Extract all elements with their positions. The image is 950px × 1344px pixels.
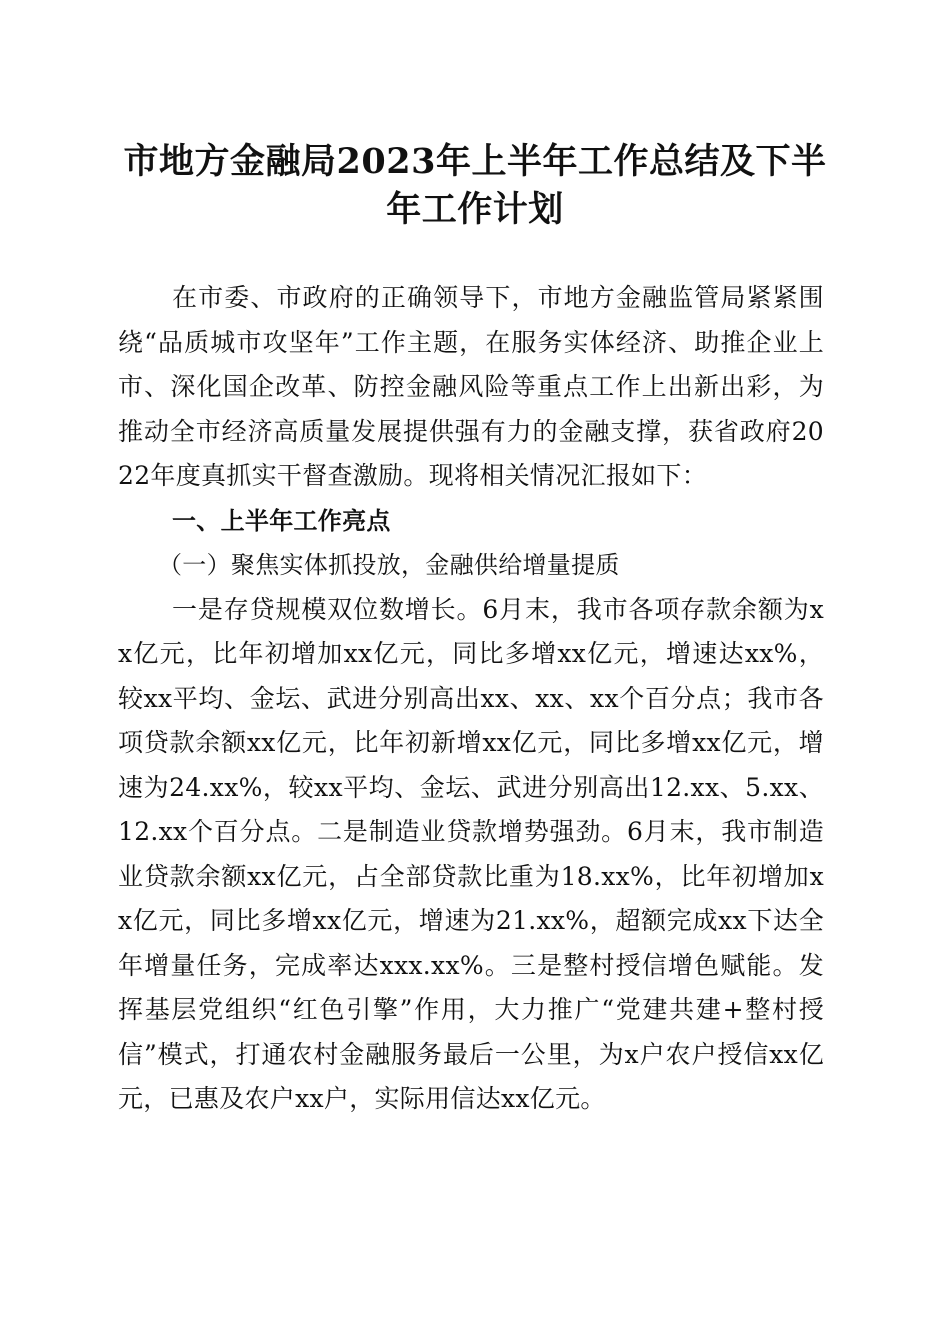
section-heading: 一、上半年工作亮点 [172,506,391,535]
intro-paragraph: 在市委、市政府的正确领导下，市地方金融监管局紧紧围绕“品质城市攻坚年”工作主题，在服务实体经济、助推企业上市、深化国企改革、防控金融风险等重点工作上出新出彩，为推动全市经济高质量发展提供强有力的金融支撑，获省政府2022年度真抓实干督查激励。现将相关情况汇报如下： [118,283,824,490]
document-body [118,276,824,1122]
body-paragraph: 一是存贷规模双位数增长。6月末，我市各项存款余额为xx亿元，比年初增加xx亿元，同比多增xx亿元，增速达xx%，较xx平均、金坛、武进分别高出xx、xx、xx个百分点；我市各项贷款余额xx亿元，比年初新增xx亿元，同比多增xx亿元，增速为24.xx%，较xx平均、金坛、武进分别高出12.xx、5.xx、12.xx个百分点。二是制造业贷款增势强劲。6月末，我市制造业贷款余额xx亿元，占全部贷款比重为18.xx%，比年初增加xx亿元，同比多增xx亿元，增速为21.xx%，超额完成xx下达全年增量任务，完成率达xxx.xx%。三是整村授信增色赋能。发挥基层党组织“红色引擎”作用，大力推广“党建共建+整村授信”模式，打通农村金融服务最后一公里，为x户农户授信xx亿元，已惠及农户xx户，实际用信达xx亿元。 [118,594,824,1113]
document-title: 市地方金融局2023年上半年工作总结及下半年工作计划 [123,141,827,230]
subsection-heading: （一）聚焦实体抓投放，金融供给增量提质 [158,551,620,579]
